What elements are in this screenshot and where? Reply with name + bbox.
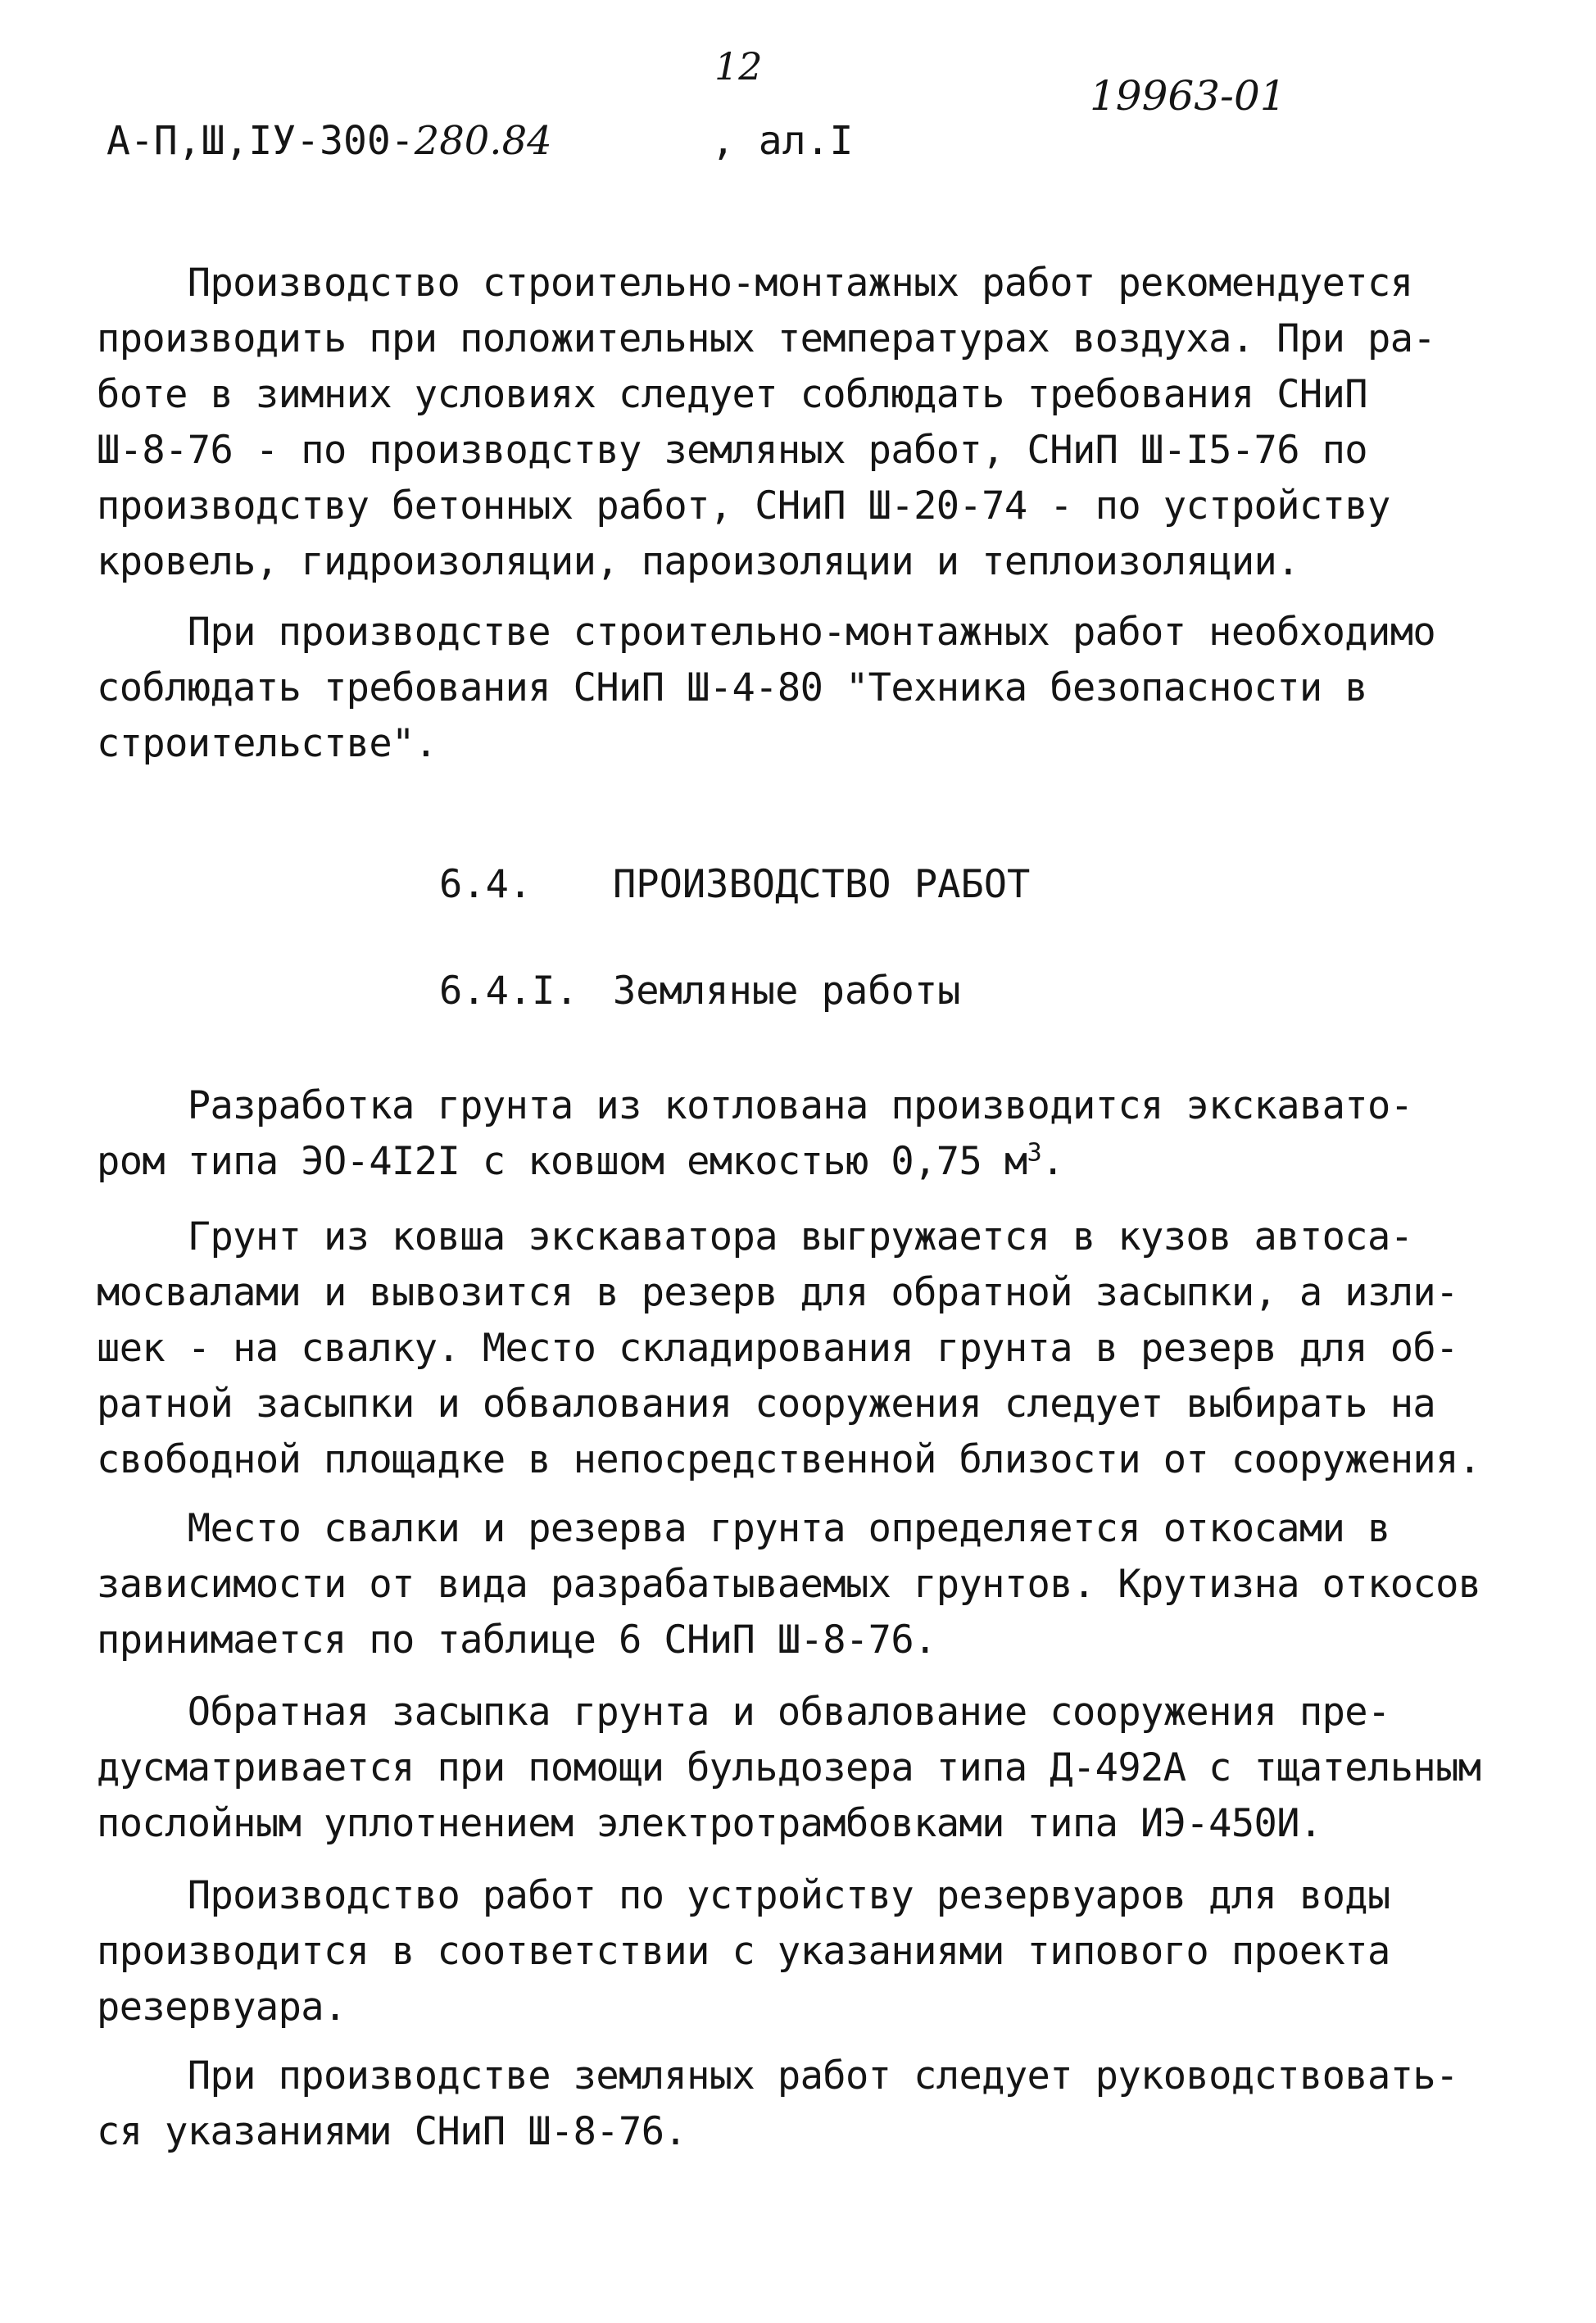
intro-paragraph-1 xyxy=(97,256,1506,590)
text-line: Производство работ по устройству резервуаров для воды xyxy=(97,1873,1390,1918)
section-number-6-4-1: 6.4.I. xyxy=(439,969,578,1014)
intro-paragraph-2 xyxy=(97,605,1506,772)
text-line: ся указаниями СНиП Ш-8-76. xyxy=(97,2109,687,2154)
text-line: При производстве земляных работ следует руководствовать- xyxy=(97,2053,1458,2098)
archive-number: 19963-01 xyxy=(1090,72,1286,120)
text-line: зависимости от вида разрабатываемых грунтов. Крутизна откосов xyxy=(97,1562,1481,1607)
text-line: шек - на свалку. Место складирования грунта в резерв для об- xyxy=(97,1326,1458,1371)
doc-code-printed: А-П,Ш,IУ-300- xyxy=(107,118,415,164)
text-line: Разработка грунта из котлована производится экскавато- xyxy=(97,1083,1413,1128)
text-line: Ш-8-76 - по производству земляных работ, СНиП Ш-I5-76 по xyxy=(97,428,1367,473)
text-line: мосвалами и вывозится в резерв для обратной засыпки, а изли- xyxy=(97,1270,1458,1315)
earth-paragraph-6 xyxy=(97,2049,1506,2160)
text-line: Грунт из ковша экскаватора выгружается в кузов автоса- xyxy=(97,1214,1413,1259)
text-line: соблюдать требования СНиП Ш-4-80 "Техника безопасности в xyxy=(97,665,1367,710)
earth-paragraph-1 xyxy=(97,1078,1506,1190)
text-line: ратной засыпки и обвалования сооружения следует выбирать на xyxy=(97,1382,1436,1427)
text-line: производится в соответствии с указаниями типового проекта xyxy=(97,1929,1390,1974)
earth-paragraph-2 xyxy=(97,1209,1506,1488)
text-line: производству бетонных работ, СНиП Ш-20-74 - по устройству xyxy=(97,483,1390,529)
text-line: Производство строительно-монтажных работ рекомендуется xyxy=(97,261,1413,306)
text-segment: . xyxy=(1041,1139,1064,1184)
text-line: Место свалки и резерва грунта определяется откосами в xyxy=(97,1506,1390,1551)
text-line: При производстве строительно-монтажных работ необходимо xyxy=(97,610,1436,655)
text-line: резервуара. xyxy=(97,1985,347,2030)
text-line: строительстве". xyxy=(97,721,438,766)
text-line xyxy=(97,1134,1506,1190)
superscript-cube: 3 xyxy=(1027,1138,1042,1168)
text-line: Обратная засыпка грунта и обвалование сооружения пре- xyxy=(97,1690,1390,1735)
sheet-number: , ал.I xyxy=(711,118,854,164)
earth-paragraph-4 xyxy=(97,1685,1506,1852)
text-line: дусматривается при помощи бульдозера типа Д-492А с тщательным xyxy=(97,1745,1481,1790)
text-line: производить при положительных температурах воздуха. При ра- xyxy=(97,316,1436,361)
text-line: боте в зимних условиях следует соблюдать требования СНиП xyxy=(97,372,1367,417)
text-line: послойным уплотнением электротрамбовками типа ИЭ-450И. xyxy=(97,1801,1322,1846)
text-line: кровель, гидроизоляции, пароизоляции и теплоизоляции. xyxy=(97,539,1299,584)
earth-paragraph-5 xyxy=(97,1868,1506,2035)
text-line: принимается по таблице 6 СНиП Ш-8-76. xyxy=(97,1617,936,1663)
earth-paragraph-3 xyxy=(97,1501,1506,1668)
section-title-6-4-1: Земляные работы xyxy=(613,969,961,1014)
text-line: свободной площадке в непосредственной близости от сооружения. xyxy=(97,1437,1481,1482)
section-number-6-4: 6.4. xyxy=(439,862,533,907)
text-segment: ром типа ЭО-4I2I с ковшом емкостью 0,75 м xyxy=(97,1139,1027,1184)
doc-code-handwritten: 280.84 xyxy=(414,118,552,164)
page-number: 12 xyxy=(714,44,763,88)
section-title-6-4: ПРОИЗВОДСТВО РАБОТ xyxy=(613,862,1031,907)
doc-code xyxy=(107,118,552,164)
